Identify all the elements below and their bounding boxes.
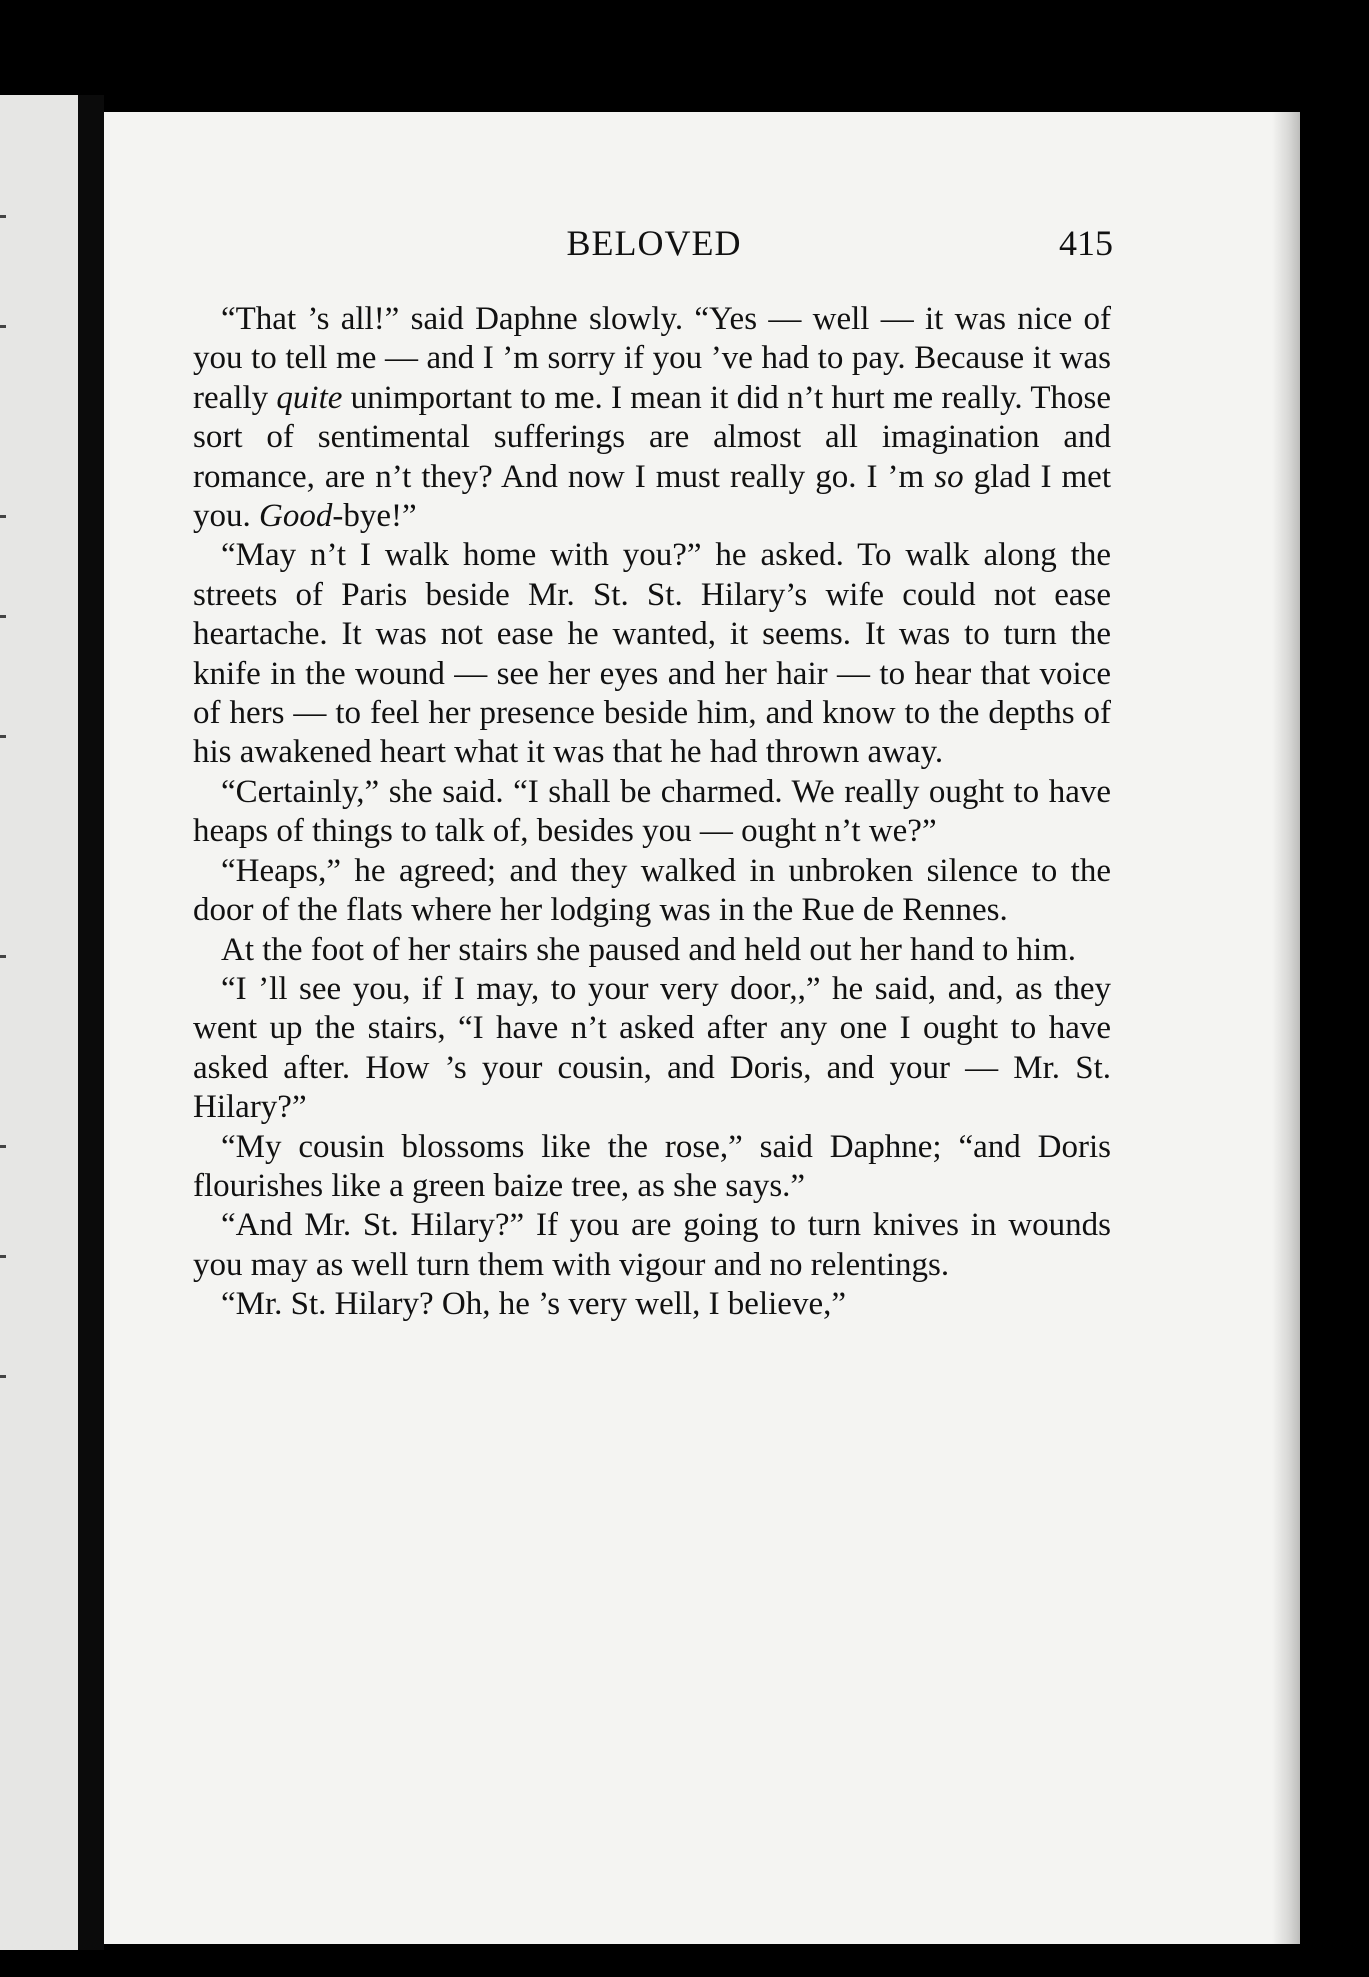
previous-page-mark: [0, 1255, 6, 1258]
previous-page-mark: [0, 1375, 6, 1378]
paragraph: “May n’t I walk home with you?” he asked. To walk along the streets of Paris beside Mr. St. St. Hilary’s wife could not ease heartache. It was not ease he wanted, it seems. It was to turn the knife in the wound — see her eyes and her hair — to hear that voice of hers — to feel her presence beside him, and know to the depths of his awakened heart what it was that he had thrown away.: [193, 537, 1111, 771]
running-head: [195, 222, 1113, 272]
page-edge-shadow: [1272, 112, 1300, 1944]
paragraph-text: bye!”: [343, 498, 417, 535]
running-title: BELOVED: [566, 223, 742, 263]
paragraph: “I ’ll see you, if I may, to your very door,,” he said, and, as they went up the stairs, “I have n’t asked after any one I ought to have asked after. How ’s your cousin, and Doris, and your — Mr. St. Hilary?”: [193, 970, 1111, 1126]
previous-page-mark: [0, 215, 6, 218]
italic-text: Good-: [259, 498, 344, 535]
previous-page-mark: [0, 515, 6, 518]
book-gutter: [78, 95, 104, 1950]
paragraph-text: unimportant to me. I mean it did n’t hurt me really. Those sort of sentimental sufferings are almost all imagination and romance, are n’t they? And now I must really go. I ’m: [193, 379, 1111, 495]
paragraph: “Heaps,” he agreed; and they walked in unbroken silence to the door of the flats where her lodging was in the Rue de Rennes.: [193, 852, 1111, 929]
paragraph: [193, 300, 1111, 536]
paragraph: “Mr. St. Hilary? Oh, he ’s very well, I believe,”: [221, 1286, 846, 1323]
paragraph-text: glad I met you.: [193, 458, 1112, 535]
paragraph-text: “That ’s all!” said Daphne slowly. “Yes — well — it was nice of you to tell me — and I ’m sorry if you ’ve had to pay. Because it was really: [193, 301, 1111, 416]
italic-text: quite: [276, 379, 343, 416]
italic-text: so: [934, 458, 964, 495]
previous-page-mark: [0, 955, 6, 958]
body-text: [193, 300, 1111, 1325]
paragraph: “My cousin blossoms like the rose,” said Daphne; “and Doris flourishes like a green baize tree, as she says.”: [193, 1128, 1111, 1204]
previous-page-mark: [0, 325, 6, 328]
paragraph: “And Mr. St. Hilary?” If you are going to turn knives in wounds you may as well turn them with vigour and no relentings.: [193, 1207, 1111, 1283]
paragraph: “Certainly,” she said. “I shall be charmed. We really ought to have heaps of things to talk of, besides you — ought n’t we?”: [193, 773, 1111, 850]
previous-page-mark: [0, 615, 6, 618]
previous-page-mark: [0, 1145, 6, 1148]
previous-page-edge: [0, 95, 78, 1950]
previous-page-mark: [0, 735, 6, 738]
paragraph: At the foot of her stairs she paused and held out her hand to him.: [221, 931, 1077, 968]
page-number: 415: [1059, 223, 1113, 263]
